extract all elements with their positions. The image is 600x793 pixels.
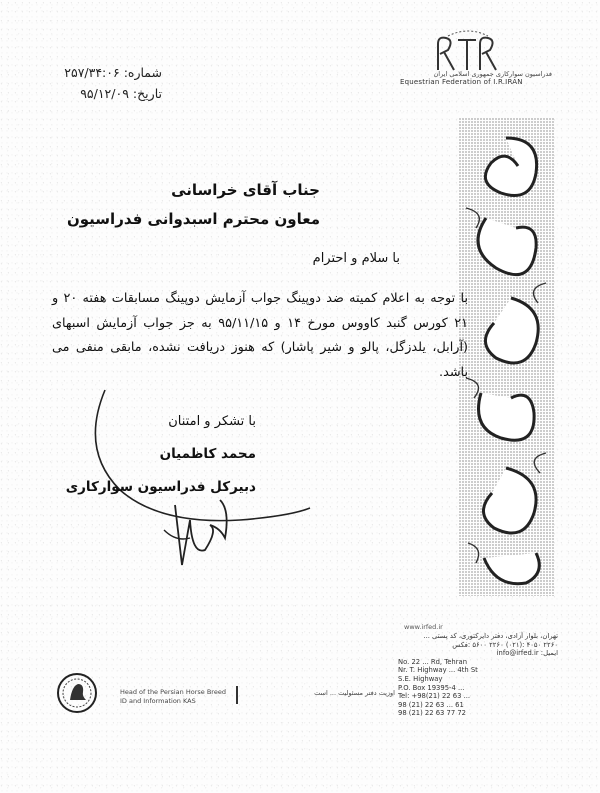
date-value: ۹۵/۱۲/۰۹ <box>80 86 129 101</box>
address-line: ایمیل: info@irfed.ir <box>496 649 558 658</box>
signer-name: محمد کاظمیان <box>159 446 256 462</box>
address-line: Tel: +98(21) 22 63 ... <box>398 692 471 701</box>
letter-date <box>32 83 162 104</box>
footer-en-line: ID and Information KAS <box>120 697 196 705</box>
address-line: Nr. T. Highway ... 4th St <box>398 666 478 675</box>
recipient-title: معاون محترم اسبدوانی فدراسیون <box>66 210 320 228</box>
address-block <box>398 632 558 718</box>
address-line: ۲۲۶۰ ۴۰۵۰ :(۰۲۱) ۲۲۶۰ ۵۶۰۰ :فکس <box>452 640 558 649</box>
address-line: 98 (21) 22 63 ... 61 <box>398 700 464 709</box>
address-line: S.E. Highway <box>398 674 443 683</box>
org-name-fa: فدراسیون سوارکاری جمهوری اسلامی ایران <box>433 70 552 78</box>
footer-english <box>120 688 250 706</box>
footer-persian: اوزیت دفتر مسئولیت ... است <box>314 689 395 697</box>
address-line: No. 22 ... Rd, Tehran <box>398 657 468 666</box>
letter-number <box>32 62 162 83</box>
org-name-en: Equestrian Federation of I.R.IRAN <box>400 78 523 86</box>
number-value: ۲۵۷/۳۴:۰۶ <box>64 65 120 80</box>
address-line: 98 (21) 22 63 77 72 <box>398 709 466 718</box>
recipient-name: جناب آقای خراسانی <box>171 181 320 199</box>
footer-en-line: Head of the Persian Horse Breed <box>120 688 226 696</box>
salutation: با سلام و احترام <box>312 251 400 266</box>
letter-meta <box>32 62 162 104</box>
recipient-block <box>60 176 320 234</box>
closing-phrase: با تشکر و امتنان <box>168 414 256 429</box>
number-label: شماره: <box>123 65 162 80</box>
address-line: P.O. Box 19395-4 ... <box>398 683 465 692</box>
letter-body: با توجه به اعلام کمیته ضد دوپینگ جواب آزمایش دوپینگ مسابقات هفته ۲۰ و ۲۱ کورس گنبد کاووس مورخ ۱۴ و ۹۵/۱۱/۱۵ به جز جواب آزمایش اسبهای (آرابل، یلدزگل، پالو و شیر پاشار) که هنوز دریافت نشده، مابقی منفی می باشد. <box>52 291 468 380</box>
signer-title: دبیرکل فدراسیون سوارکاری <box>65 479 256 495</box>
decorative-border-ornament <box>456 118 556 596</box>
closing-block <box>56 405 256 504</box>
address-title: www.irfed.ir <box>404 623 443 631</box>
footer-divider <box>236 686 238 704</box>
date-label: تاریخ: <box>132 86 162 101</box>
address-line: تهران، بلوار آزادی، دفتر دایرکتوری، کد پستی ... <box>423 632 558 640</box>
federation-emblem-icon <box>56 672 98 714</box>
